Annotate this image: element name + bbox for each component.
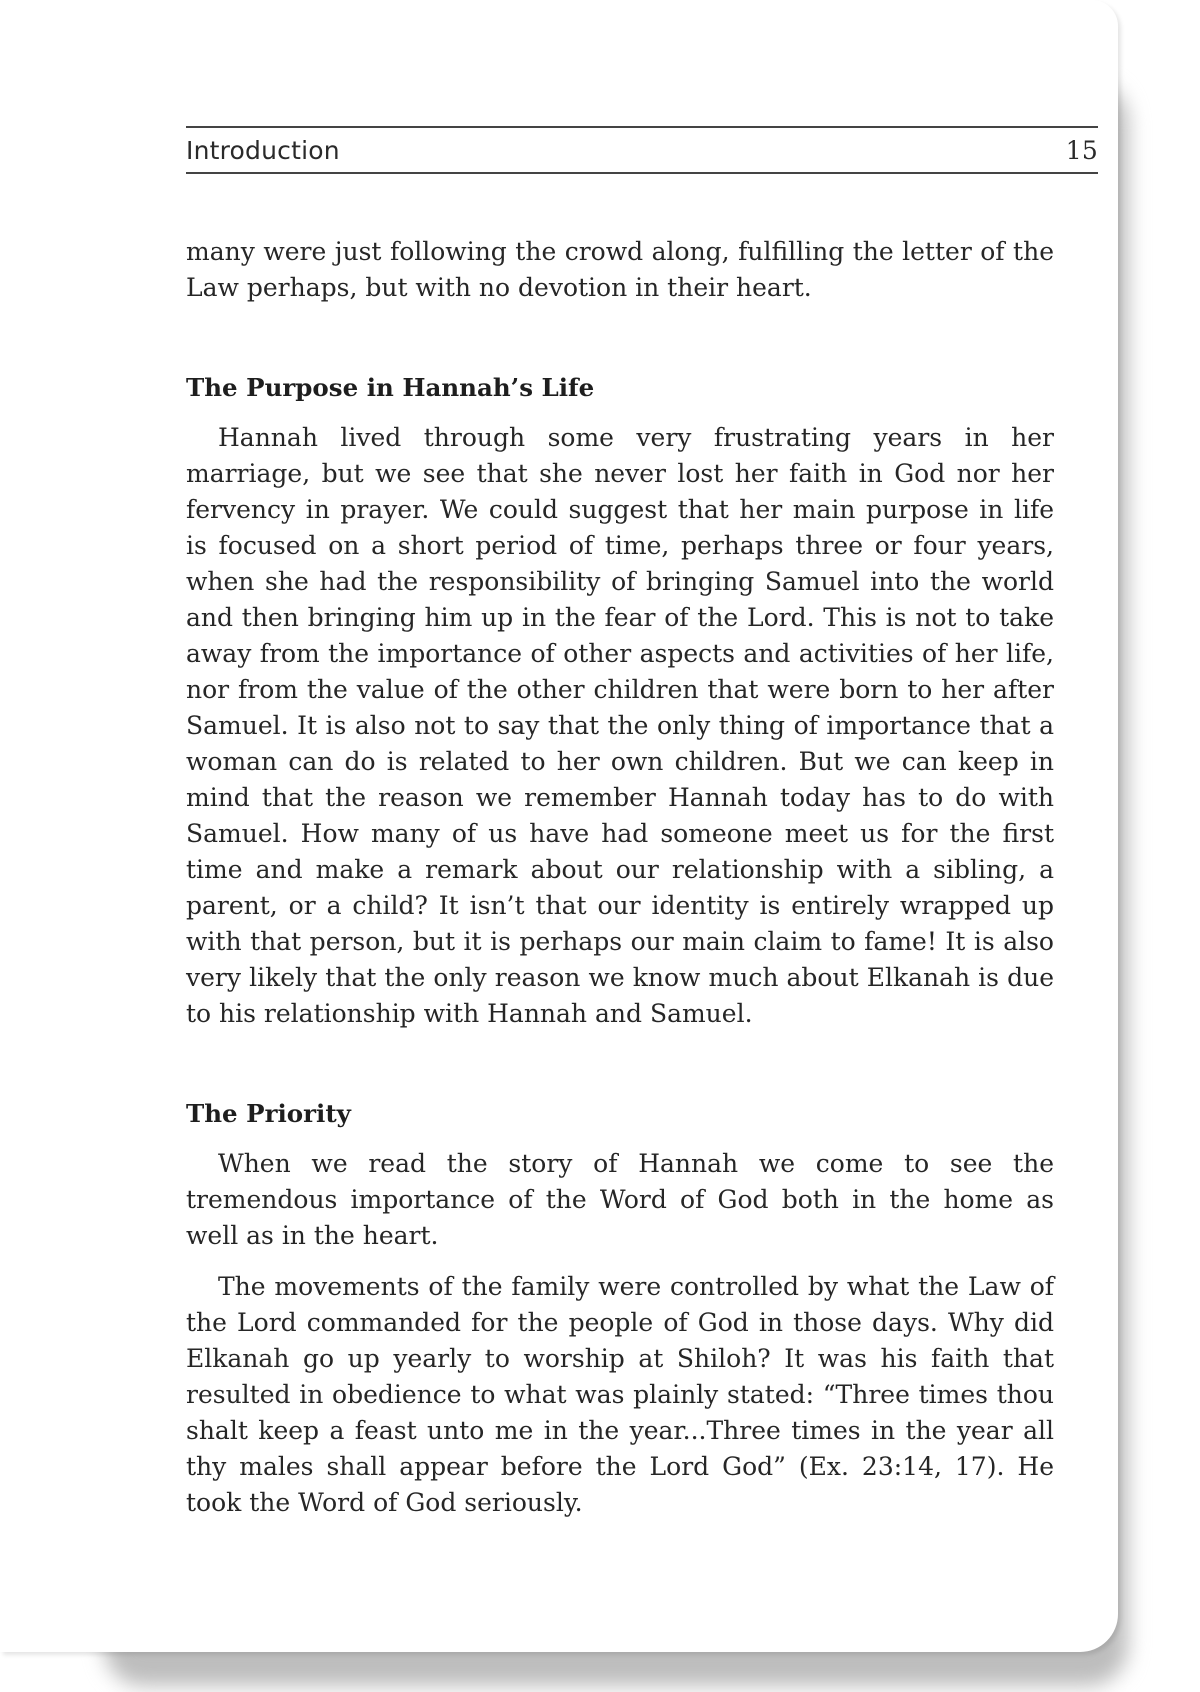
paragraph: Hannah lived through some very frustrating years in her marriage, but we see that she never lost her faith in God nor her fervency in prayer. We could suggest that her main purpose in life is focused on a short period of time, perhaps three or four years, when she had the responsibility of bringing Samuel into the world and then bringing him up in the fear of the Lord. This is not to take away from the importance of other aspects and activities of her life, nor from the value of the other children that were born to her after Samuel. It is also not to say that the only thing of importance that a woman can do is related to her own children. But we can keep in mind that the reason we remember Hannah today has to do with Samuel. How many of us have had someone meet us for the first time and make a remark about our relationship with a sibling, a parent, or a child? It isn’t that our identity is entirely wrapped up with that person, but it is perhaps our main claim to fame! It is also very likely that the only reason we know much about Elkanah is due to his relationship with Hannah and Samuel.: [186, 423, 1054, 1028]
running-head-title: Introduction: [186, 135, 340, 165]
body-text: [186, 234, 1054, 1521]
continuation-paragraph: many were just following the crowd along, fulfilling the letter of the Law perhaps, but with no devotion in their heart.: [186, 237, 1054, 302]
page-content: [186, 126, 1098, 1521]
section-heading: The Purpose in Hannah’s Life: [186, 373, 595, 402]
running-head: [186, 126, 1098, 174]
paragraph: When we read the story of Hannah we come to see the tremendous importance of the Word of God both in the home as well as in the heart.: [186, 1149, 1054, 1250]
section-priority: [186, 1096, 1054, 1521]
section-purpose: [186, 370, 1054, 1032]
section-heading: The Priority: [186, 1099, 351, 1128]
page-number: 15: [1065, 135, 1098, 165]
paragraph: The movements of the family were controlled by what the Law of the Lord commanded for the people of God in those days. Why did Elkanah go up yearly to worship at Shiloh? It was his faith that resulted in obedience to what was plainly stated: “Three times thou shalt keep a feast unto me in the year...Three times in the year all thy males shall appear before the Lord God” (Ex. 23:14, 17). He took the Word of God seriously.: [186, 1272, 1054, 1517]
